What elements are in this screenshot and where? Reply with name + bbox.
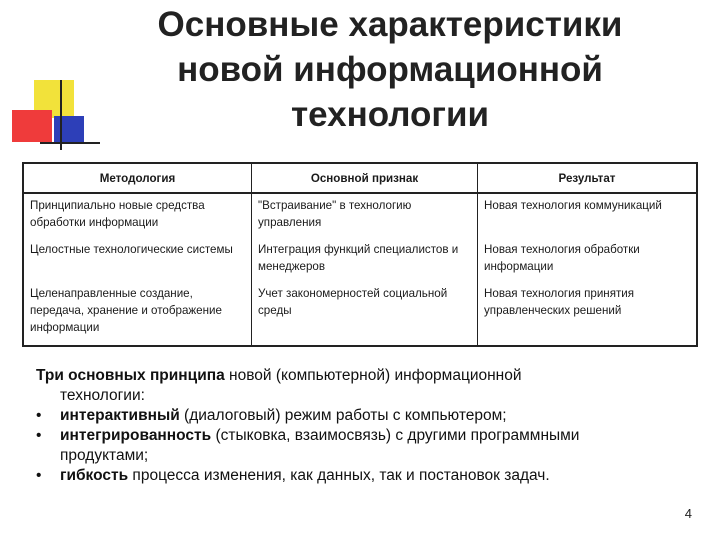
item-bold: интерактивный bbox=[60, 407, 180, 424]
column-result bbox=[478, 194, 696, 345]
intro-bold: Три основных принципа bbox=[36, 367, 225, 384]
red-square bbox=[12, 110, 52, 142]
item-rest: (стыковка, взаимосвязь) с другими программными bbox=[211, 427, 580, 444]
list-item bbox=[36, 406, 686, 426]
item-bold: интегрированность bbox=[60, 427, 212, 444]
item-continuation: продуктами; bbox=[60, 447, 149, 464]
characteristics-table bbox=[22, 162, 698, 347]
item-rest: процесса изменения, как данных, так и постановок задач. bbox=[128, 467, 550, 484]
vertical-line bbox=[60, 80, 62, 150]
intro-rest: новой (компьютерной) информационной bbox=[224, 367, 522, 384]
table-cell: Целостные технологические системы bbox=[30, 243, 233, 256]
item-rest: (диалоговый) режим работы с компьютером; bbox=[179, 407, 507, 424]
table-body bbox=[24, 194, 696, 345]
column-methodology bbox=[24, 194, 252, 345]
table-header-row bbox=[24, 164, 696, 194]
blue-square bbox=[54, 116, 84, 144]
header-result: Результат bbox=[558, 172, 616, 185]
title-line-1: Основные характеристики bbox=[157, 5, 623, 44]
list-item bbox=[36, 426, 686, 466]
principles-text bbox=[36, 366, 686, 486]
intro-continuation: технологии: bbox=[60, 387, 145, 404]
slide-title bbox=[95, 2, 685, 137]
column-main-feature bbox=[252, 194, 478, 345]
bullet-icon: • bbox=[36, 407, 42, 424]
header-main-feature: Основной признак bbox=[252, 164, 478, 192]
bullet-icon: • bbox=[36, 427, 42, 444]
table-cell: "Встраивание" в технологию управления bbox=[258, 199, 412, 229]
list-item bbox=[36, 466, 686, 486]
table-cell: Принципиально новые средства обработки информации bbox=[30, 199, 205, 229]
title-line-3: технологии bbox=[290, 95, 490, 134]
table-cell: Целенаправленные создание, передача, хранение и отображение информации bbox=[30, 287, 222, 334]
header-methodology: Методология bbox=[24, 164, 252, 192]
page-number: 4 bbox=[684, 506, 692, 521]
horizontal-line bbox=[40, 142, 100, 144]
title-line-2: новой информационной bbox=[177, 50, 603, 89]
table-cell: Новая технология принятия управленческих решений bbox=[484, 287, 635, 317]
bullet-icon: • bbox=[36, 467, 42, 484]
table-cell: Интеграция функций специалистов и менеджеров bbox=[258, 243, 459, 273]
table-cell: Новая технология обработки информации bbox=[484, 243, 640, 273]
item-bold: гибкость bbox=[60, 467, 129, 484]
table-cell: Учет закономерностей социальной среды bbox=[258, 287, 448, 317]
table-cell: Новая технология коммуникаций bbox=[484, 199, 662, 212]
principles-intro bbox=[36, 366, 686, 386]
decorative-logo bbox=[10, 80, 100, 150]
